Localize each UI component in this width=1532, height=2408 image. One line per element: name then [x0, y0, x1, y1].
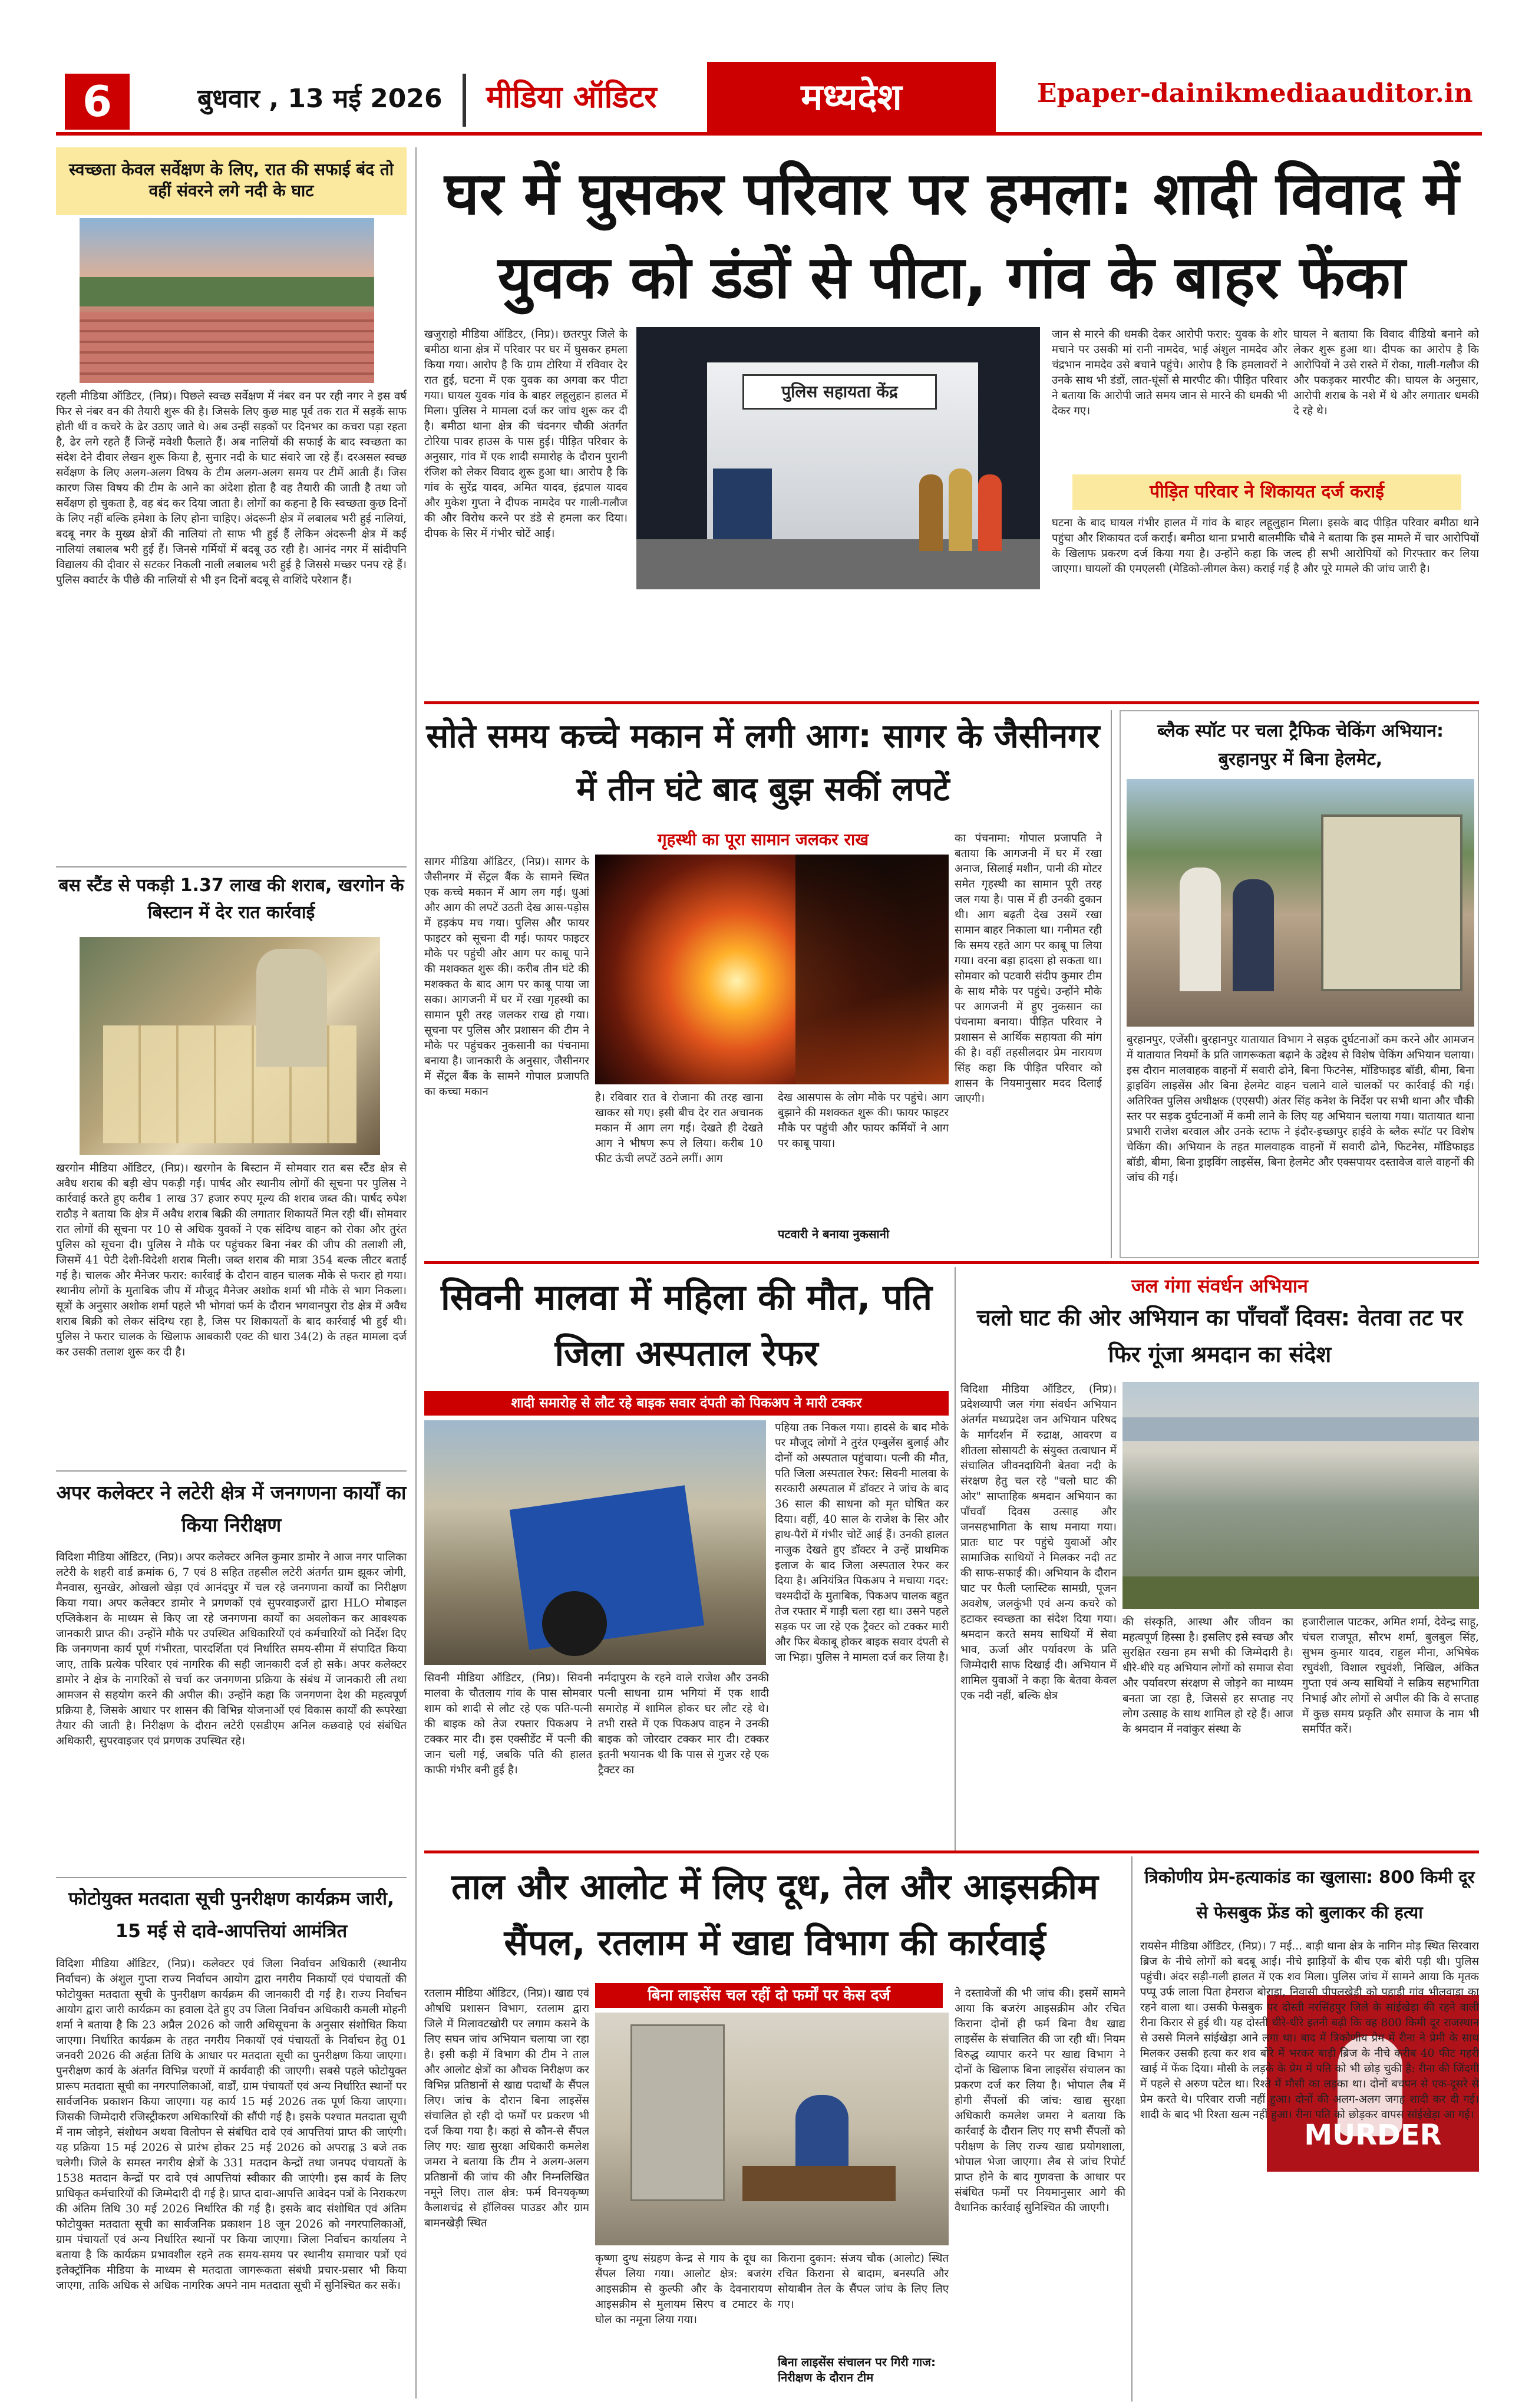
story4-col1: विदिशा मीडिया ऑडिटर, (निप्र)। प्रदेशव्यापी जल गंगा संवर्धन अभियान अंतर्गत मध्यप्रदेश जन अभियान परिषद के मार्गदर्शन में रुद्राक्ष, आवरण व शीतला सोसायटी के संयुक्त तत्वाधान में संचालित जीवनदायिनी बेतवा नदी के संरक्षण हेतु चल रहे "चलो घाट की ओर" साप्ताहिक श्रमदान अभियान का पाँचवाँ दिवस उत्साह और जनसहभागिता के साथ मनाया गया। प्रातः घाट पर पहुंचे युवाओं और सामाजिक साथियों ने मिलकर नदी तट की साफ-सफाई की। अभियान के दौरान घाट पर फैली प्लास्टिक सामग्री, पूजन अवशेष, जलकुंभी एवं अन्य कचरे को हटाकर स्वच्छता का संदेश दिया गया। श्रमदान करते समय साथियों में सेवा भाव, ऊर्जा और पर्यावरण के प्रति जिम्मेदारी साफ दिखाई दी। अभियान में शामिल युवाओं ने कहा कि बेतवा केवल एक नदी नहीं, बल्कि क्षेत्र — [960, 1383, 1117, 1702]
story5-col1: रतलाम मीडिया ऑडिटर, (निप्र)। खाद्य एवं औषधि प्रशासन विभाग, रतलाम द्वारा जिले में मिलावटखोरी पर लगाम कसने के लिए सघन जांच अभियान चलाया जा रहा है। इसी कड़ी में विभाग की टीम ने ताल और आलोट क्षेत्रों का औचक निरीक्षण कर विभिन्न प्रतिष्ठानों से खाद्य पदार्थों के सैंपल लिए। जांच के दौरान बिना लाइसेंस संचालित हो रही दो फर्मों पर प्रकरण भी दर्ज किया गया है। कहां से कौन-से सैंपल लिए गए: खाद्य सुरक्षा अधिकारी कमलेश जमरा ने बताया कि टीम ने अलग-अलग प्रतिष्ठानों की जांच की और निम्नलिखित नमूने लिए। ताल क्षेत्र: फर्म विनयकृष्ण कैलाशचंद्र से हॉलिक्स पाउडर और ग्राम बामनखेड़ी स्थित — [424, 1987, 589, 2229]
murder-label: MURDER — [1304, 2119, 1442, 2152]
story6-headline: त्रिकोणीय प्रेम-हत्याकांड का खुलासा: 800 किमी दूर से फेसबुक फ्रेंड को बुलाकर की हत्या — [1144, 1867, 1475, 1922]
left-story1-photo — [80, 218, 374, 383]
story4-photo — [1122, 1382, 1479, 1609]
left-story2-photo — [80, 937, 380, 1155]
epaper-link[interactable]: Epaper-dainikmediaauditor.in — [1037, 78, 1473, 108]
left-column — [56, 147, 407, 2404]
story4-col3: हजारीलाल पाटकर, अमित शर्मा, देवेन्द्र साहू, चंचल राजपूत, सौरभ शर्मा, बुलबुल सिंह, सुभम कुमार यादव, राहुल मीना, अभिषेक रघुवंशी, विशाल रघुवंशी, निखिल, अंकित गुप्ता एवं अन्य साथियों ने सक्रिय सहभागिता निभाई और लोगों से अपील की कि वे सप्ताह में कुछ समय प्रकृति और समाज के नाम भी समर्पित करें। — [1302, 1616, 1479, 1736]
left-story1-headline: स्वच्छता केवल सर्वेक्षण के लिए, रात की सफाई बंद तो वहीं संवरने लगे नदी के घाट — [56, 147, 407, 215]
story2-col3-subhead: पटवारी ने बनाया नुकसानी — [778, 1227, 890, 1241]
story5-col3: किराना दुकान: संजय चौक (आलोट) स्थित रचित किराना से बादाम, बनस्पति और सोयाबीन तेल के सैंपल जांच के लिए लिए गए। — [778, 2252, 949, 2311]
story3-col2: नर्मदापुरम के रहने वाले राजेश और उनकी पत्नी साधना ग्राम भगियां में एक शादी समारोह में शामिल होकर घर लौट रहे थे। तभी रास्ते में एक पिकअप वाहन ने उनकी बाइक को जोरदार टक्कर मार दी। टक्कर इतनी भयानक थी कि पास से गुजर रहे एक ट्रैक्टर का — [598, 1672, 769, 1776]
section-name: मध्यदेश — [707, 62, 996, 136]
burhanpur-story — [1120, 710, 1479, 1258]
story5-banner: बिना लाइसेंस चल रहीं दो फर्मों पर केस दर्ज — [595, 1983, 943, 2008]
story2-col3: देख आसपास के लोग मौके पर पहुंचे। आग बुझाने की मशक्कत शुरू की। फायर फाइटर मौके पर पहुंची और फायर कर्मियों ने आग पर काबू पाया। — [778, 1091, 949, 1150]
story5-col2: कृष्णा दुग्ध संग्रहण केन्द्र से गाय के दूध का सैंपल लिया गया। आलोट क्षेत्र: बजरंग आइसक्रीम से कुल्फी और के देवनारायण आइसक्रीम से मुलायम सिरप व टमाटर के घोल का नमूना लिया गया। — [595, 2252, 772, 2326]
story1-headline: घर में घुसकर परिवार पर हमला: शादी विवाद में युवक को डंडों से पीटा, गांव के बाहर फेंका — [444, 159, 1459, 312]
story1-col3: घायल ने बताया कि विवाद वीडियो बनाने को लेकर शुरू हुआ था। दीपक का आरोप है कि आरोपियों ने उसे रास्ते में रोका, गाली-गलौज की और पकड़कर मारपीट की। घायल के अनुसार, आरोपी शराब के नशे में थे और लगातार धमकी दे रहे थे। — [1293, 328, 1479, 417]
masthead — [56, 62, 1482, 136]
story2-headline: सोते समय कच्चे मकान में लगी आग: सागर के जैसीनगर में तीन घंटे बाद बुझ सकीं लपटें — [426, 717, 1100, 809]
page-number: 6 — [65, 74, 130, 130]
paper-name: मीडिया ऑडिटर — [486, 80, 657, 115]
left-story1-body: रहली मीडिया ऑडिटर, (निप्र)। पिछले स्वच्छ सर्वेक्षण में नंबर वन पर रही नगर ने इस वर्ष फिर से नंबर वन की तैयारी शुरू की है। जिसके लिए कुछ माह पूर्व तक रात में सड़कें साफ होती थीं व कचरे के ढेर उठाए जाते थे। अब उन्हीं सड़कों पर दिनभर का कचरा पड़ा रहता है, ढेर लगे रहते हैं जिन्हें मवेशी फैलाते हैं। अब नालियों की सफाई के बाद स्वच्छता का संदेश देने दीवार लेखन शुरू किया है, सुनार नदी के घाट संवारे जा रहे हैं। दरअसल स्वच्छ सर्वेक्षण के लिए अलग-अलग विषय के टीम अलग-अलग समय पर टीमें आती हैं। जिस कारण जिस विषय की टीम के आने का अंदेशा होता है वह तैयारी की जाती है तथा जो सर्वेक्षण हो चुकता है, वह बंद कर दिया जाता है। लोगों का कहना है कि स्वच्छता कुछ दिनों के लिए नहीं बल्कि हमेशा के लिए होना चाहिए। अंदरूनी क्षेत्र में लबालब भरी हुई नालियां, बदबू नगर के मुख्य क्षेत्रों की नालियां तो साफ भी हुई हैं लेकिन अंदरूनी क्षेत्र में कई नालियां लबालब भरी हुई हैं। जिनसे गर्मियों में बदबू उठ रही है। आनंद नगर में सांदीपनि विद्यालय की दीवार से सटकर निकली नाली लबालब भरी हुई है जिससे मच्छर पनप रहे हैं। पुलिस क्वार्टर के पीछे की नालियों से भी इन दिनों बदबू से वाशिंदे परेशान हैं। — [56, 390, 407, 586]
left-story4-headline: फोटोयुक्त मतदाता सूची पुनरीक्षण कार्यक्रम जारी, 15 मई से दावे-आपत्तियां आमंत्रित — [68, 1888, 394, 1942]
story1-col2: जान से मारने की धमकी देकर आरोपी फरार: युवक के शोर मचाने पर उसकी मां रानी नामदेव, भाई अंशुल नामदेव और चंद्रभान नामदेव उसे बचाने पहुंचे। आरोप है कि हमलावरों ने उनके साथ भी डंडों, लात-घूंसों से मारपीट की। पीड़ित परिवार ने बताया कि आरोपी जाते समय जान से मारने की धमकी भी देकर गए। — [1052, 328, 1287, 417]
story2-col1: सागर मीडिया ऑडिटर, (निप्र)। सागर के जैसीनगर में सेंट्रल बैंक के सामने स्थित एक कच्चे मकान में आग लग गई। धुआं और आग की लपटें उठती देख आस-पड़ोस में हड़कंप मच गया। पुलिस और फायर फाइटर को सूचना दी गई। फायर फाइटर मौके पर पहुंची और आग पर काबू पाने की मशक्कत शुरू की। करीब तीन घंटे की मशक्कत के बाद आग पर काबू पाया जा सका। आगजनी में घर में रखा गृहस्थी का सामान पूरी तरह जलकर राख हो गया। सूचना पर पुलिस और प्रशासन की टीम ने मौके पर पहुंचकर नुकसानी का पंचनामा बनाया है। जानकारी के अनुसार, जैसीनगर में सेंट्रल बैंक के सामने गोपाल प्रजापति का कच्चा मकान — [424, 856, 589, 1098]
left-story4-body: विदिशा मीडिया ऑडिटर, (निप्र)। कलेक्टर एवं जिला निर्वाचन अधिकारी (स्थानीय निर्वाचन) के अंशुल गुप्ता राज्य निर्वाचन आयोग द्वारा नगरीय निकायों एवं पंचायतों की फोटोयुक्त मतदाता सूची के पुनरीक्षण कार्यक्रम की जानकारी दी गई है। राज्य निर्वाचन आयोग द्वारा जारी कार्यक्रम का हवाला देते हुए उप जिला निर्वाचन अधिकारी कमली मोहनी शर्मा ने बताया है कि 23 अप्रैल 2026 को जारी अधिसूचना के अनुसार संशोधित किया जाएगा। निर्धारित कार्यक्रम के तहत नगरीय निकायों एवं पंचायतों के निर्वाचन हेतु 01 जनवरी 2026 की अर्हता तिथि के आधार पर मतदाता सूची का पुनरीक्षण किया जाएगा। पुनरीक्षण कार्य के अंतर्गत विभिन्न चरणों में कार्यवाही की जाएगी। सबसे पहले फोटोयुक्त प्रारूप मतदाता सूची का नगरपालिकाओं, वार्डों, ग्राम पंचायतों एवं अन्य निर्धारित स्थानों पर सार्वजनिक प्रकाशन किया जाएगा। यह कार्य 15 मई 2026 तक पूर्ण किया जाएगा। जिसकी जिम्मेदारी रजिस्ट्रीकरण अधिकारियों की सौंपी गई है। इसके पश्चात मतदाता सूची में नाम जोड़ने, संशोधन अथवा विलोपन से संबंधित दावे एवं आपत्तियां प्राप्त की जाएंगी। यह प्रक्रिया 15 मई 2026 से प्रारंभ होकर 25 मई 2026 को अपराह्न 3 बजे तक चलेगी। जिले के समस्त नगरीय क्षेत्रों के 331 मतदान केन्द्रों तथा जनपद पंचायतों के 1538 मतदान केन्द्रों पर दावे एवं आपत्तियां स्वीकार की जाएंगी। इस कार्य के लिए प्राधिकृत कर्मचारियों की जिम्मेदारी दी गई है। प्राप्त दावा-आपत्ति आवेदन पत्रों के निराकरण की अंतिम तिथि 30 मई 2026 निर्धारित की गई है। इसके बाद संशोधित एवं अंतिम फोटोयुक्त मतदाता सूची का सार्वजनिक प्रकाशन 18 जून 2026 को नगरपालिकाओं, ग्राम पंचायतों एवं अन्य निर्धारित स्थानों पर किया जाएगा। जिला निर्वाचन कार्यालय ने बताया है कि कार्यक्रम प्रभावशील रहने तक समय-समय पर स्थानीय समाचार पत्रों एवं इलेक्ट्रॉनिक मीडिया के माध्यम से मतदाता जागरूकता संबंधी प्रचार-प्रसार भी किया जाएगा, ताकि अधिक से अधिक नागरिक अपने नाम मतदाता सूची में सुनिश्चित कर सकें। — [56, 1958, 407, 2292]
burhanpur-photo — [1127, 779, 1474, 1027]
story3-col3: पहिया तक निकल गया। हादसे के बाद मौके पर मौजूद लोगों ने तुरंत एम्बुलेंस बुलाई और दोनों को अस्पताल पहुंचाया। पत्नी की मौत, पति जिला अस्पताल रेफर: सिवनी मालवा के सरकारी अस्पताल में डॉक्टर ने जांच के बाद 36 साल की साधना को मृत घोषित कर दिया। वहीं, 40 साल के राजेश के सिर और हाथ-पैरों में गंभीर चोटें आई हैं। उनकी हालत नाजुक देखते हुए डॉक्टर ने उन्हें प्राथमिक इलाज के बाद जिला अस्पताल रेफर कर दिया है। अनियंत्रित पिकअप ने मचाया गदर: चश्मदीदों के मुताबिक, पिकअप चालक बहुत तेज रफ्तार में गाड़ी चला रहा था। उसने पहले सड़क पर जा रहे एक ट्रैक्टर को टक्कर मारी और फिर बेकाबू होकर बाइक सवार दंपती से जा भिड़ा। पुलिस ने मामला दर्ज कर लिया है। — [775, 1421, 949, 1664]
story2-col2: है। रविवार रात वे रोजाना की तरह खाना खाकर सो गए। इसी बीच देर रात अचानक मकान में आग लग गई। देखते ही देखते आग ने भीषण रूप ले लिया। करीब 10 फीट ऊंची लपटें उठने लगीं। आग — [595, 1091, 763, 1165]
issue-date: बुधवार , 13 मई 2026 — [197, 84, 443, 114]
story3-col1: सिवनी मीडिया ऑडिटर, (निप्र)। सिवनी मालवा के चौतलाय गांव के पास सोमवार शाम को शादी से लौट रहे एक पति-पत्नी की बाइक को तेज रफ्तार पिकअप ने टक्कर मार दी। इस एक्सीडेंट में पत्नी की जान चली गई, जबकि पति की हालत काफी गंभीर बनी हुई है। — [424, 1672, 592, 1776]
left-story2-body: खरगोन मीडिया ऑडिटर, (निप्र)। खरगोन के बिस्टान में सोमवार रात बस स्टैंड क्षेत्र से अवैध शराब की बड़ी खेप पकड़ी गई। पार्षद और स्थानीय लोगों की सूचना पर पुलिस ने कार्रवाई करते हुए करीब 1 लाख 37 हजार रुपए मूल्य की शराब जब्त की। पार्षद रुपेश राठौड़ ने बताया कि क्षेत्र में अवैध शराब बिक्री की लगातार शिकायतें मिल रही थीं। सोमवार रात लोगों की सूचना पर 10 से अधिक युवकों ने एक संदिग्ध वाहन को रोका और तुरंत पुलिस को सूचना दी। पुलिस ने मौके पर पहुंचकर बिना नंबर की जीप की तलाशी ली, जिसमें 41 पेटी देशी-विदेशी शराब मिली। जब्त शराब की मात्रा 354 बल्क लीटर बताई गई है। चालक और मैनेजर फरार: कार्रवाई के दौरान वाहन चालक मौके से फरार हो गया। स्थानीय लोगों के मुताबिक जीप में मौजूद मैनेजर अशोक शर्मा भी मौके से भाग निकला। सूत्रों के अनुसार अशोक शर्मा पहले भी भोगवां फर्म के दौरान भगवानपुरा रोड क्षेत्र में अवैध शराब बिक्री को लेकर संदिग्ध रहा है, जिस पर शिकायतों के बाद कार्रवाई भी हुई थी। पुलिस ने फरार चालक के खिलाफ आबकारी एक्ट की धारा 34(2) के तहत मामला दर्ज कर उसकी तलाश शुरू कर दी है। — [56, 1162, 407, 1358]
story2-subheadline: गृहस्थी का पूरा सामान जलकर राख — [657, 830, 869, 849]
story5-photo — [595, 2013, 949, 2245]
story3-photo — [424, 1420, 766, 1665]
burhanpur-body: बुरहानपुर, एजेंसी। बुरहानपुर यातायात विभाग ने सड़क दुर्घटनाओं कम करने और आमजन में यातायात नियमों के प्रति जागरूकता बढ़ाने के उद्देश्य से विशेष चेकिंग अभियान चलाया। इस दौरान मालवाहक वाहनों में सवारी ढोने, बिना फिटनेस, मॉडिफाइड बॉडी, बीमा, बिना ड्राइविंग लाइसेंस और बिना हेलमेट वाहन चलाने वाले चालकों पर कार्रवाई की गई। अतिरिक्त पुलिस अधीक्षक (एएसपी) अंतर सिंह कनेश के निर्देश पर सभी थाना और चौकी स्तर पर सड़क दुर्घटनाओं में कमी लाने के लिए यह अभियान चलाया गया। यातायात थाना प्रभारी राजेश बरवाल और उनके स्टाफ ने इंदौर-इच्छापुर हाईवे के ब्लैक स्पॉट पर विशेष चेकिंग की। अभियान के तहत मालवाहक वाहनों में सवारी ढोने, फिटनेस, मॉडिफाइड बॉडी, बीमा, बिना ड्राइविंग लाइसेंस, बिना हेलमेट और एक्सपायर दस्तावेज वाले वाहनों की जांच की गई। — [1127, 1034, 1474, 1184]
story5-col3-subhead: बिना लाइसेंस संचालन पर गिरी गाज: निरीक्षण के दौरान टीम — [778, 2355, 936, 2384]
masthead-divider — [463, 74, 466, 127]
story2-photo — [595, 855, 949, 1084]
burhanpur-headline: ब्लैक स्पॉट पर चला ट्रैफिक चेकिंग अभियान: बुरहानपुर में बिना हेलमेट, — [1157, 721, 1444, 770]
story4-headline: चलो घाट की ओर अभियान का पाँचवाँ दिवस: वेतवा तट पर फिर गूंजा श्रमदान का संदेश — [976, 1305, 1463, 1367]
left-story3-body: विदिशा मीडिया ऑडिटर, (निप्र)। अपर कलेक्टर अनिल कुमार डामोर ने आज नगर पालिका लटेरी के शहरी वार्ड क्रमांक 6, 7 एवं 8 सहित तहसील लटेरी अंतर्गत ग्राम झूकर जोगी, मैनवास, सुनखेर, ओखलो खेड़ा एवं आनंदपुर में चल रहे जनगणना कार्यों का निरीक्षण किया गया। अपर कलेक्टर डामोर ने प्रगणकों एवं सुपरवाइजरों द्वारा HLO मोबाइल एप्लिकेशन के माध्यम से किए जा रहे जनगणना कार्यों का अवलोकन कर आवश्यक जानकारी प्राप्त की। उन्होंने मौके पर उपस्थित अधिकारियों एवं कर्मचारियों को निर्देश दिए कि जनगणना कार्य पूर्ण गंभीरता, पारदर्शिता एवं निर्धारित समय-सीमा में संपादित किया जाए, ताकि प्रत्येक परिवार एवं नागरिक की सही जानकारी दर्ज हो सके। अपर कलेक्टर डामोर ने क्षेत्र के नागरिकों से चर्चा कर जनगणना प्रक्रिया के संबंध में जानकारी ली तथा आमजन से सहयोग करने की अपील की। उन्होंने कहा कि जनगणना देश की महत्वपूर्ण प्रक्रिया है, जिसके आधार पर शासन की विभिन्न योजनाओं एवं विकास कार्यों की रूपरेखा तैयार की जाती है। निरीक्षण के दौरान लटेरी एसडीएम अनिल कछवाहे एवं संबंधित अधिकारी, सुपरवाइजर एवं प्रगणक उपस्थित रहे। — [56, 1551, 407, 1747]
story3-headline: सिवनी मालवा में महिला की मौत, पति जिला अस्पताल रेफर — [441, 1277, 932, 1374]
story3-banner: शादी समारोह से लौट रहे बाइक सवार दंपती को पिकअप ने मारी टक्कर — [424, 1391, 949, 1416]
story5-headline: ताल और आलोट में लिए दूध, तेल और आइसक्रीम सैंपल, रतलाम में खाद्य विभाग की कार्रवाई — [451, 1866, 1098, 1964]
story1-box-title: पीड़ित परिवार ने शिकायत दर्ज कराई — [1072, 474, 1461, 510]
story1-box-body: घटना के बाद घायल गंभीर हालत में गांव के बाहर लहूलुहान मिला। इसके बाद पीड़ित परिवार बमीठा थाने पहुंचा और शिकायत दर्ज कराई। बमीठा थाना प्रभारी बालमीकि चौबे ने बताया कि इस मामले में चार आरोपियों के खिलाफ प्रकरण दर्ज किया गया है। उन्होंने कहा कि जल्द ही सभी आरोपियों को गिरफ्तार कर लिया जाएगा। घायलों की एमएलसी (मेडिको-लीगल केस) कराई गई है और पूरे मामले की जांच जारी है। — [1052, 517, 1479, 575]
story4-kicker: जल गंगा संवर्धन अभियान — [1131, 1275, 1308, 1297]
story4-col2: की संस्कृति, आस्था और जीवन का महत्वपूर्ण हिस्सा है। इसलिए इसे स्वच्छ और सुरक्षित रखना हम सभी की जिम्मेदारी है। धीरे-धीरे यह अभियान लोगों को समाज सेवा और पर्यावरण संरक्षण से जोड़ने का माध्यम बनता जा रहा है, जिससे हर सप्ताह नए लोग उत्साह के साथ शामिल हो रहे हैं। आज के श्रमदान में नवांकुर संस्था के — [1122, 1616, 1293, 1736]
story6-body: रायसेन मीडिया ऑडिटर, (निप्र)। 7 मई... बाड़ी थाना क्षेत्र के नागिन मोड़ स्थित सिरवारा ब्रिज के नीचे लोगों को बदबू आई। नीचे झाड़ियों के बीच एक बोरी पड़ी थी। पुलिस पहुंची। अंदर सड़ी-गली हालत में एक शव मिला। पुलिस जांच में सामने आया कि मृतक पप्पू उर्फ लाला पिता हेमराज बोराड़ा, निवासी पीपलखेड़ी को पहाड़ी गांव भीलवाड़ा का रहने वाला था। उसकी फेसबुक पर दोस्ती नरसिंहपुर जिले के सांईखेड़ा की रहने वाली रीना किरार से हुई थी। यह दोस्ती धीरे-धीरे इतनी बढ़ी कि वह 800 किमी दूर राजस्थान से उससे मिलने सांईखेड़ा आने लगा था। बाद में त्रिकोणीय प्रेम में रीना ने प्रेमी के साथ मिलकर उसकी हत्या कर शव बोरे में भरकर बाड़ी ब्रिज के नीचे करीब 40 फीट गहरी खाई में फेंक दिया। मौसी के लड़के के प्रेम में पति को भी छोड़ चुकी है: रीना की जिंदगी में पहले से अरुण पटेल था। रिश्ते में मौसी का लड़का था। दोनों बचपन से एक-दूसरे से प्रेम करते थे। परिवार राजी नहीं हुआ। दोनों की अलग-अलग जगह शादी कर दी गई। शादी के बाद भी रिश्ता खत्म नहीं हुआ। रीना पति को छोड़कर वापस सांईखेड़ा आ गई। — [1140, 1940, 1479, 2121]
story5-col4: ने दस्तावेजों की भी जांच की। इसमें सामने आया कि बजरंग आइसक्रीम और रचित किराना दोनों ही फर्म बिना वैध खाद्य लाइसेंस के संचालित की जा रही थीं। नियम विरुद्ध व्यापार करने पर खाद्य विभाग ने दोनों के खिलाफ बिना लाइसेंस संचालन का प्रकरण दर्ज कर लिया है। भोपाल लैब में होगी सैंपलों की जांच: खाद्य सुरक्षा अधिकारी कमलेश जमरा ने बताया कि कार्रवाई के दौरान लिए गए सभी सैंपलों को परीक्षण के लिए राज्य खाद्य प्रयोगशाला, भोपाल भेजा जाएगा। लैब से जांच रिपोर्ट प्राप्त होने के बाद गुणवत्ता के आधार पर संबंधित फर्मों पर नियमानुसार आगे की वैधानिक कार्रवाई सुनिश्चित की जाएगी। — [955, 1987, 1125, 2214]
story1-col1: खजुराहो मीडिया ऑडिटर, (निप्र)। छतरपुर जिले के बमीठा थाना क्षेत्र में परिवार पर घर में घुसकर हमला किया गया। आरोप है कि ग्राम टोरिया में रविवार देर रात हुई, घटना में एक युवक का अगवा कर पीटा गया। घायल युवक गांव के बाहर लहूलुहान हालत में मिला। पुलिस ने मामला दर्ज कर जांच शुरू कर दी है। बमीठा थाना क्षेत्र की चंदनगर चौकी अंतर्गत टोरिया पावर हाउस के पास हुई। पीड़ित परिवार के अनुसार, गांव में एक शादी समारोह के दौरान पुरानी रंजिश को लेकर विवाद शुरू हुआ था। आरोप है कि गांव के सुरेंद्र यादव, अमित यादव, इंद्रपाल यादव और मुकेश गुप्ता ने दीपक नामदेव पर गाली-गलौज की और विरोध करने पर डंडे से हमला कर दिया। दीपक के सिर में गंभीर चोटें आईं। — [424, 328, 628, 540]
left-story3-headline: अपर कलेक्टर ने लटेरी क्षेत्र में जनगणना कार्यों का किया निरीक्षण — [56, 1481, 407, 1536]
left-story2-headline: बस स्टैंड से पकड़ी 1.37 लाख की शराब, खरगोन के बिस्टान में देर रात कार्रवाई — [58, 875, 404, 923]
story1-photo — [636, 327, 1040, 589]
story2-col4: का पंचनामा: गोपाल प्रजापति ने बताया कि आगजनी में घर में रखा अनाज, सिलाई मशीन, पानी की मोटर समेत गृहस्थी का सामान पूरी तरह जल गया है। पास में ही उनकी दुकान थी। आग बढ़ती देख उसमें रखा सामान बाहर निकाला था। गनीमत रही कि समय रहते आग पर काबू पा लिया गया। वरना बड़ा हादसा हो सकता था। सोमवार को पटवारी संदीप कुमार टीम के साथ मौके पर पहुंचे। उन्होंने मौके पर आगजनी में हुए नुकसान का पंचनामा बनाया। पीड़ित परिवार ने प्रशासन से आर्थिक सहायता की मांग की है। वहीं तहसीलदार प्रेम नारायण सिंह कहा कि पीड़ित परिवार को शासन के नियमानुसार मदद दिलाई जाएगी। — [955, 832, 1102, 1105]
police-station-sign: पुलिस सहायता केंद्र — [742, 374, 937, 410]
